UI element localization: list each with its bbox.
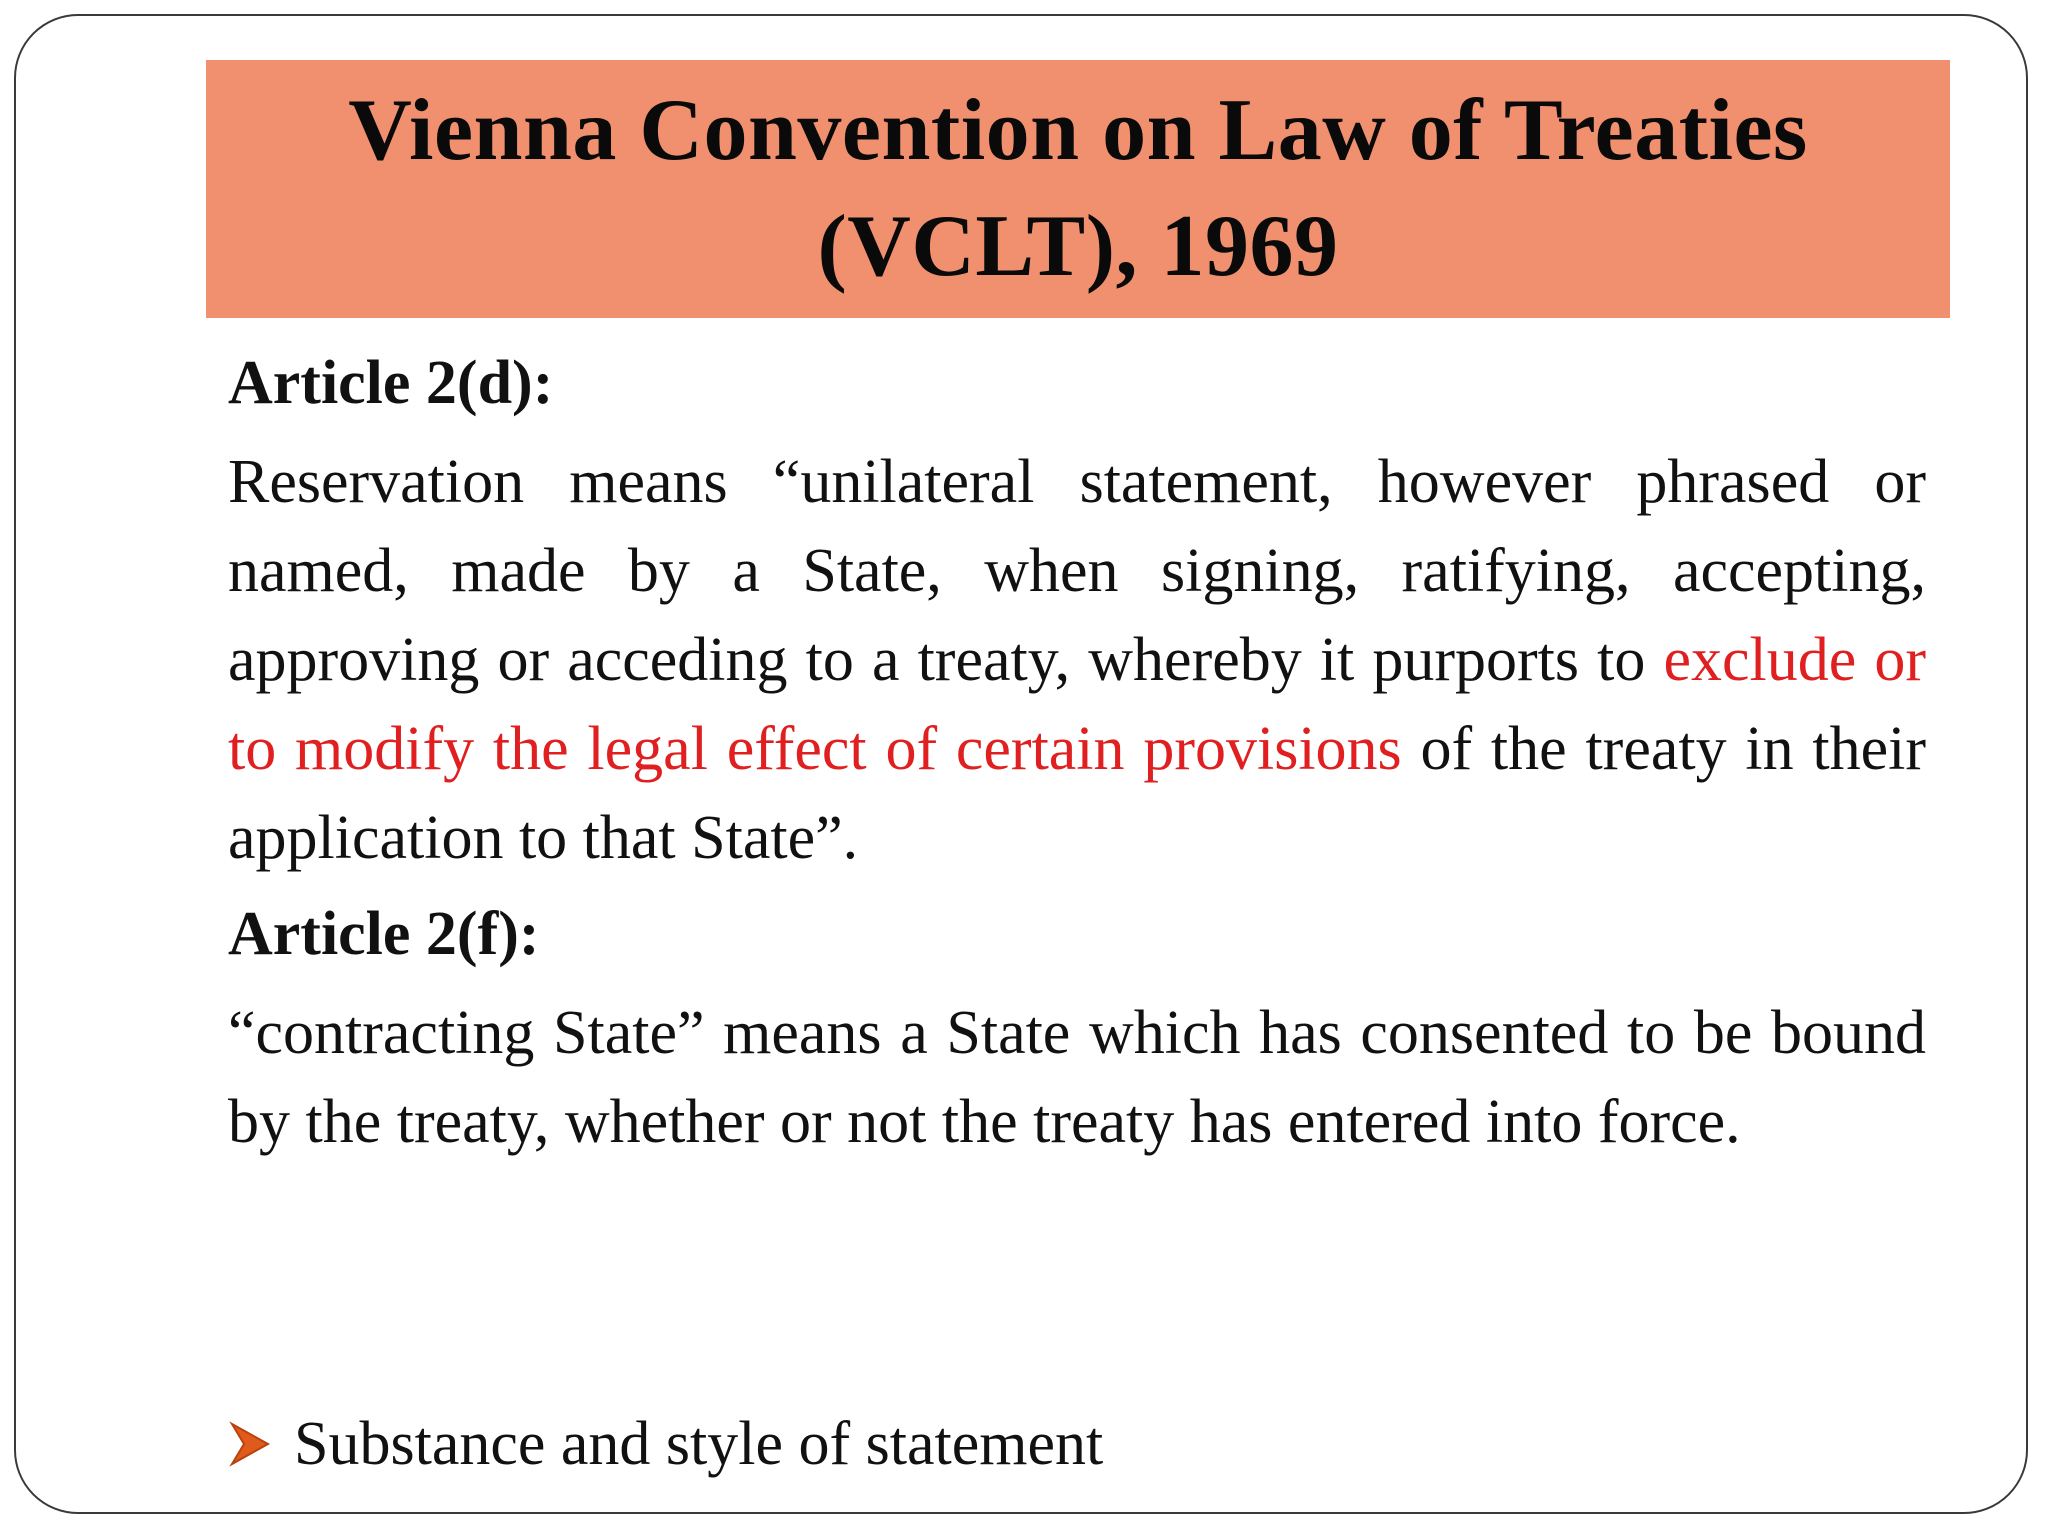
article-2d-text-after: of the treaty in their application to that State”. <box>228 715 1926 872</box>
article-2d-highlight: exclude or to modify the legal effect of certain provisions <box>228 626 1926 783</box>
arrow-bullet-icon <box>228 1420 272 1468</box>
article-2f-text: “contracting State” means a State which has consented to be bound by the treaty, whether or not the treaty has entered into force. <box>228 999 1926 1156</box>
article-2f-heading: Article 2(f): <box>228 900 540 968</box>
bullet-item <box>228 1404 1103 1484</box>
bullet-text: Substance and style of statement <box>294 1410 1104 1478</box>
title-banner <box>206 60 1950 318</box>
slide-content <box>228 338 1926 1173</box>
article-2d-heading: Article 2(d): <box>228 349 554 417</box>
slide-title: Vienna Convention on Law of Treaties (VCLT), 1969 <box>348 82 1808 295</box>
article-2d-text-before: Reservation means “unilateral statement, however phrased or named, made by a State, when signing, ratifying, accepting, approving or acceding to a treaty, whereby it purports to <box>228 448 1926 694</box>
article-2d-text <box>228 438 1926 883</box>
